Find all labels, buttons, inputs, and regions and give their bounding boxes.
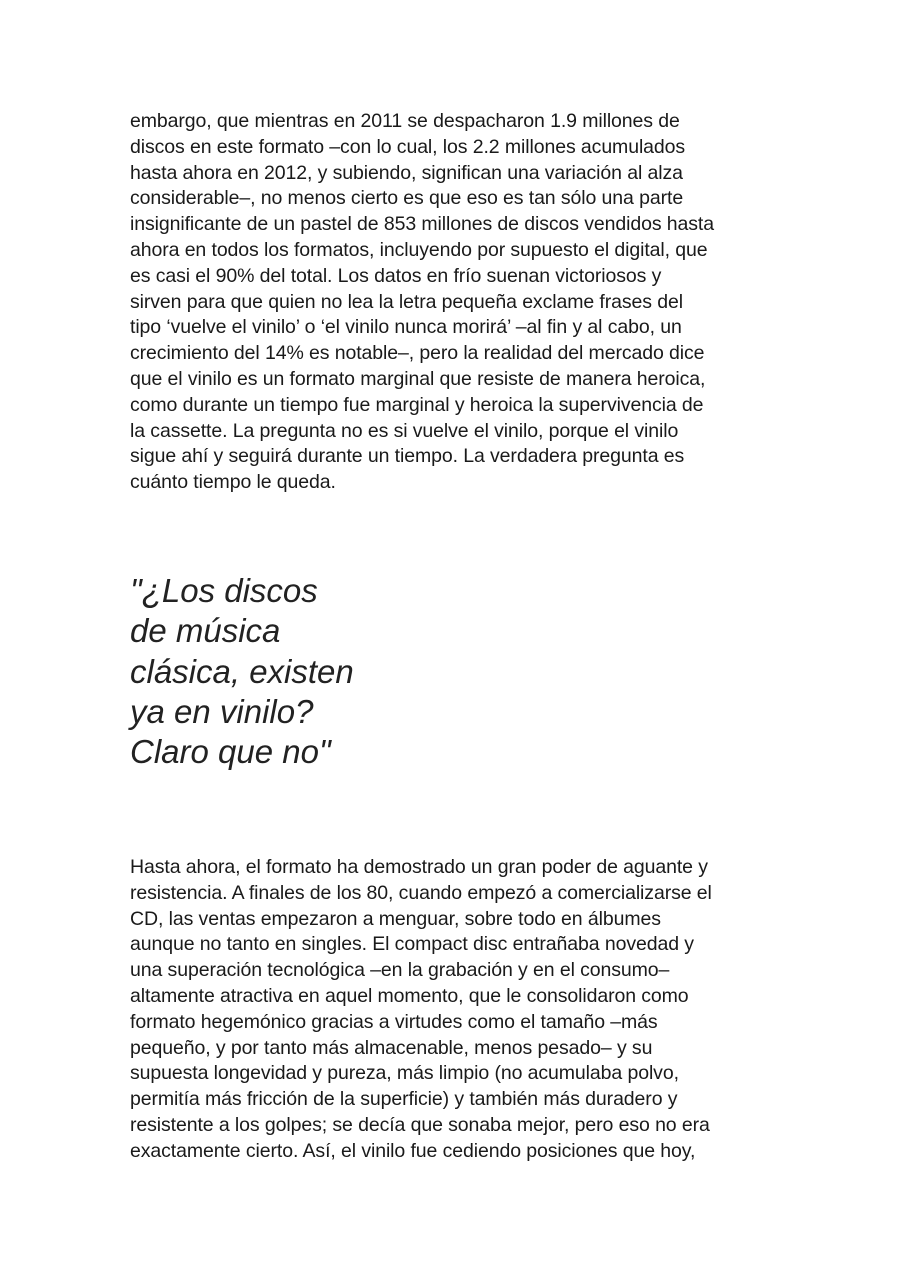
text-line: es casi el 90% del total. Los datos en frío suenan victoriosos y <box>130 264 662 287</box>
text-line: cuánto tiempo le queda. <box>130 471 336 494</box>
body-paragraph-1 <box>130 109 790 496</box>
text-line: Hasta ahora, el formato ha demostrado un gran poder de aguante y <box>130 856 708 878</box>
text-line: resistencia. A finales de los 80, cuando empezó a comercializarse el <box>130 881 712 904</box>
text-line: exactamente cierto. Así, el vinilo fue cediendo posiciones que hoy, <box>130 1139 696 1162</box>
text-line: embargo, que mientras en 2011 se despacharon 1.9 millones de <box>130 110 680 132</box>
text-line: supuesta longevidad y pureza, más limpio (no acumulaba polvo, <box>130 1062 679 1085</box>
text-line: la cassette. La pregunta no es si vuelve el vinilo, porque el vinilo <box>130 419 679 442</box>
body-paragraph-2 <box>130 855 790 1165</box>
text-line: permitía más fricción de la superficie) y también más duradero y <box>130 1088 678 1111</box>
text-line: formato hegemónico gracias a virtudes como el tamaño –más <box>130 1010 658 1033</box>
text-line: una superación tecnológica –en la grabación y en el consumo– <box>130 959 670 982</box>
pull-quote-line: de música <box>130 612 281 650</box>
text-line: como durante un tiempo fue marginal y heroica la supervivencia de <box>130 393 704 416</box>
text-line: hasta ahora en 2012, y subiendo, significan una variación al alza <box>130 161 683 184</box>
text-line: crecimiento del 14% es notable–, pero la realidad del mercado dice <box>130 342 705 365</box>
pull-quote-line: clásica, existen <box>130 652 354 690</box>
text-line: considerable–, no menos cierto es que eso es tan sólo una parte <box>130 187 684 210</box>
text-line: sirven para que quien no lea la letra pequeña exclame frases del <box>130 290 683 313</box>
text-line: altamente atractiva en aquel momento, que le consolidaron como <box>130 984 689 1007</box>
text-line: discos en este formato –con lo cual, los 2.2 millones acumulados <box>130 135 686 158</box>
pull-quote-line: Claro que no" <box>130 733 331 771</box>
text-line: tipo ‘vuelve el vinilo’ o ‘el vinilo nunca morirá’ –al fin y al cabo, un <box>130 316 682 339</box>
text-line: insignificante de un pastel de 853 millones de discos vendidos hasta <box>130 213 714 236</box>
pull-quote <box>130 571 354 772</box>
text-line: pequeño, y por tanto más almacenable, menos pesado– y su <box>130 1036 653 1059</box>
text-line: ahora en todos los formatos, incluyendo por supuesto el digital, que <box>130 238 708 261</box>
pull-quote-line: "¿Los discos <box>130 572 318 609</box>
text-line: que el vinilo es un formato marginal que resiste de manera heroica, <box>130 367 706 390</box>
pull-quote-line: ya en vinilo? <box>130 692 314 730</box>
text-line: aunque no tanto en singles. El compact disc entrañaba novedad y <box>130 933 694 956</box>
text-line: sigue ahí y seguirá durante un tiempo. La verdadera pregunta es <box>130 445 685 468</box>
text-line: CD, las ventas empezaron a menguar, sobre todo en álbumes <box>130 907 661 930</box>
text-line: resistente a los golpes; se decía que sonaba mejor, pero eso no era <box>130 1113 710 1136</box>
